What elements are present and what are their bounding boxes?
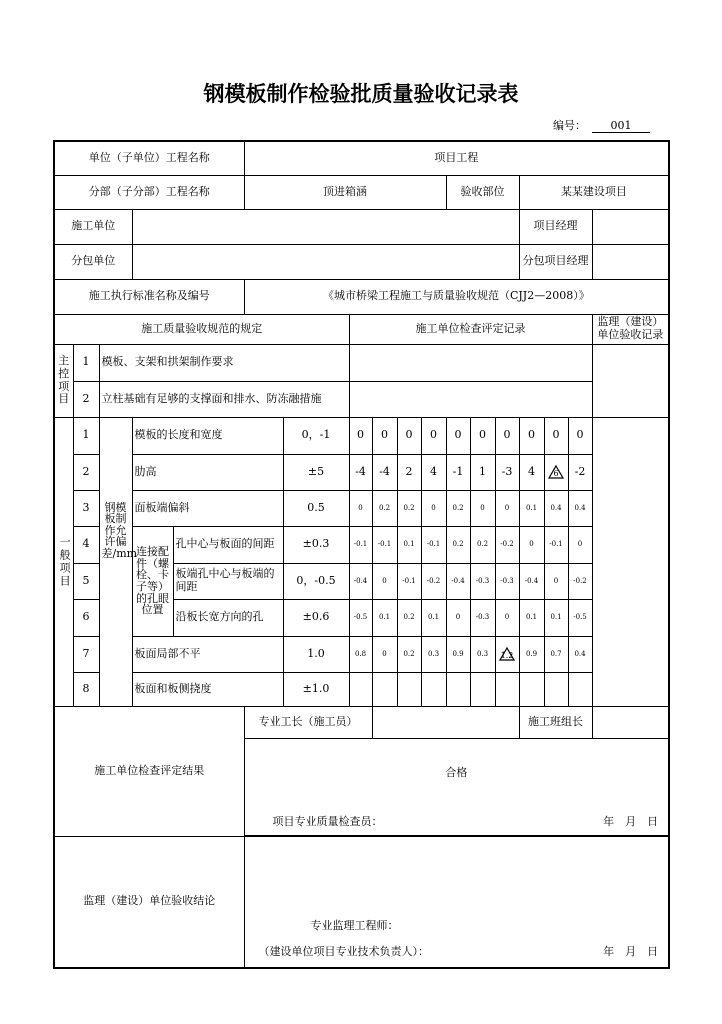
owner-label: （建设单位项目专业技术负责人）： — [258, 945, 430, 959]
measurement-cell[interactable]: 0 — [349, 417, 372, 454]
measurement-cell[interactable]: 0 — [421, 417, 446, 454]
measurement-cell[interactable] — [446, 672, 470, 706]
measurement-cell[interactable]: 0.2 — [470, 526, 495, 563]
foreman-value[interactable] — [372, 706, 519, 738]
number-value: 001 — [592, 119, 650, 133]
measurement-cell[interactable]: 0.1 — [372, 599, 397, 636]
sub-pm-label: 分包项目经理 — [519, 244, 592, 279]
measurement-cell[interactable]: 0 — [495, 599, 519, 636]
team-leader-label: 施工班组长 — [519, 706, 592, 738]
item-no: 5 — [73, 563, 99, 599]
result-date: 年 月 日 — [603, 815, 659, 829]
measurement-cell[interactable]: -4 — [372, 454, 397, 490]
main-control-label: 主控项目 — [54, 344, 73, 417]
supervision-date: 年 月 日 — [603, 945, 659, 959]
measurement-cell[interactable]: 0 — [349, 490, 372, 526]
measurement-cell[interactable]: 0 — [446, 417, 470, 454]
measurement-cell[interactable]: -4 — [349, 454, 372, 490]
measurement-cell[interactable]: -1 — [446, 454, 470, 490]
measurement-cell[interactable]: 0 — [397, 417, 421, 454]
measurement-cell[interactable]: -0.5 — [568, 599, 592, 636]
measurement-cell[interactable]: -3 — [495, 454, 519, 490]
measurement-cell[interactable]: 0.3 — [421, 636, 446, 672]
measurement-cell[interactable] — [372, 672, 397, 706]
item-no: 6 — [73, 599, 99, 636]
inspector-label: 项目专业质量检查员： — [272, 815, 383, 829]
measurement-cell[interactable]: 0.1 — [519, 490, 544, 526]
standard-value: 《城市桥梁工程施工与质量验收规范（CJJ2—2008）》 — [244, 279, 669, 314]
measurement-cell[interactable]: 0.4 — [544, 490, 568, 526]
tolerance: ±5 — [283, 454, 349, 490]
measurement-cell[interactable]: 0 — [470, 417, 495, 454]
spec-header: 施工质量验收规范的规定 — [54, 314, 349, 344]
general-label: 一般项目 — [54, 417, 73, 706]
item-text: 孔中心与板面的间距 — [173, 526, 283, 563]
measurement-cell[interactable]: 0.2 — [397, 599, 421, 636]
measurement-cell[interactable]: -0.1 — [397, 563, 421, 599]
measurement-cell[interactable] — [349, 672, 372, 706]
measurement-cell[interactable]: -0.1 — [349, 526, 372, 563]
measurement-cell[interactable]: 0 — [495, 417, 519, 454]
item-text: 模板的长度和宽度 — [132, 417, 283, 454]
item-text: 肋高 — [132, 454, 283, 490]
measurement-cell[interactable]: 0 — [372, 636, 397, 672]
measurement-cell[interactable]: 0.1 — [519, 599, 544, 636]
page-title: 钢模板制作检验批质量验收记录表 — [203, 82, 519, 106]
sub-label: 分部（子分部）工程名称 — [54, 175, 244, 209]
measurement-cell[interactable]: -0.3 — [470, 563, 495, 599]
measurement-cell[interactable]: 0.2 — [446, 490, 470, 526]
measurement-cell[interactable]: 0 — [544, 417, 568, 454]
item-no: 3 — [73, 490, 99, 526]
measurement-cell[interactable]: -0.4 — [519, 563, 544, 599]
measurement-cell[interactable]: 0.4 — [568, 636, 592, 672]
standard-label: 施工执行标准名称及编号 — [54, 279, 244, 314]
tolerance: 0，-1 — [283, 417, 349, 454]
measurement-cell[interactable]: 0 — [519, 417, 544, 454]
sub-group-label: 连接配件（螺栓、卡子等）的孔眼位置 — [132, 526, 173, 636]
measurement-cell[interactable]: -0.1 — [544, 526, 568, 563]
measurement-cell[interactable]: 2 — [397, 454, 421, 490]
general-item-row — [54, 636, 669, 672]
contractor-value[interactable] — [132, 209, 519, 244]
verdict: 合格 — [445, 765, 468, 779]
measurement-cell[interactable]: -0.2 — [421, 563, 446, 599]
measurement-cell[interactable] — [470, 672, 495, 706]
measurement-cell[interactable] — [397, 672, 421, 706]
sub-pm-value[interactable] — [592, 244, 669, 279]
measurement-cell[interactable]: 0 — [372, 563, 397, 599]
tolerance: ±0.3 — [283, 526, 349, 563]
record-header: 施工单位检查评定记录 — [349, 314, 592, 344]
measurement-cell[interactable]: -0.5 — [349, 599, 372, 636]
supervisor-header: 监理（建设）单位验收记录 — [592, 314, 669, 344]
team-leader-value[interactable] — [592, 706, 669, 738]
part-label: 验收部位 — [446, 175, 519, 209]
measurement-cell[interactable] — [421, 672, 446, 706]
number-label: 编号： — [553, 119, 586, 132]
measurement-cell-flagged[interactable] — [495, 636, 519, 672]
measurement-cell[interactable]: 0 — [568, 526, 592, 563]
item-no: 2 — [73, 454, 99, 490]
measurement-cell[interactable]: -0.2 — [568, 563, 592, 599]
measurement-cell[interactable]: -0.4 — [349, 563, 372, 599]
measurement-cell[interactable]: 0 — [446, 599, 470, 636]
supervisor-cell[interactable] — [592, 344, 669, 417]
part-value: 某某建设项目 — [519, 175, 669, 209]
general-item-row — [54, 526, 669, 563]
group-label: 钢模板制作允许偏差/mm — [99, 417, 132, 706]
measurement-cell[interactable]: 0.2 — [397, 636, 421, 672]
supervision-label: 监理（建设）单位验收结论 — [54, 836, 244, 968]
measurement-cell[interactable]: 0.3 — [470, 636, 495, 672]
engineer-label: 专业监理工程师： — [310, 919, 399, 933]
measurement-cell[interactable]: -0.1 — [421, 526, 446, 563]
measurement-cell[interactable] — [568, 672, 592, 706]
record-cell[interactable] — [349, 344, 592, 381]
measurement-cell[interactable]: 1 — [470, 454, 495, 490]
warning-triangle-icon: 6 — [548, 465, 564, 479]
measurement-cell[interactable]: -0.3 — [470, 599, 495, 636]
pm-label: 项目经理 — [519, 209, 592, 244]
result-label: 施工单位检查评定结果 — [54, 706, 244, 836]
general-item-row — [54, 672, 669, 706]
tolerance: 0.5 — [283, 490, 349, 526]
item-text: 板端孔中心与板端的间距 — [173, 563, 283, 599]
measurement-cell[interactable]: 0.9 — [446, 636, 470, 672]
pm-value[interactable] — [592, 209, 669, 244]
measurement-cell[interactable]: 0 — [372, 417, 397, 454]
measurement-cell[interactable]: 0.1 — [421, 599, 446, 636]
measurement-cell[interactable]: 0.2 — [372, 490, 397, 526]
measurement-cell[interactable]: 0 — [519, 526, 544, 563]
measurement-cell[interactable]: -2 — [568, 454, 592, 490]
item-no: 1 — [73, 417, 99, 454]
item-no: 7 — [73, 636, 99, 672]
subcontractor-value[interactable] — [132, 244, 519, 279]
sub-value: 顶进箱涵 — [244, 175, 446, 209]
measurement-cell[interactable]: 0.8 — [349, 636, 372, 672]
general-item-row — [54, 417, 669, 454]
measurement-cell[interactable] — [495, 672, 519, 706]
measurement-cell[interactable]: 0.2 — [446, 526, 470, 563]
tolerance: ±0.6 — [283, 599, 349, 636]
general-item-row — [54, 454, 669, 490]
measurement-cell[interactable]: -0.4 — [446, 563, 470, 599]
unit-label: 单位（子单位）工程名称 — [54, 141, 244, 175]
measurement-cell-flagged[interactable] — [544, 454, 568, 490]
tolerance: ±1.0 — [283, 672, 349, 706]
item-text: 面板端偏斜 — [132, 490, 283, 526]
measurement-cell[interactable]: 0.4 — [568, 490, 592, 526]
measurement-cell[interactable]: 0 — [421, 490, 446, 526]
measurement-cell[interactable] — [544, 672, 568, 706]
measurement-cell[interactable] — [519, 672, 544, 706]
measurement-cell[interactable]: 0.1 — [397, 526, 421, 563]
measurement-cell[interactable]: 0 — [568, 417, 592, 454]
measurement-cell[interactable]: 0.7 — [544, 636, 568, 672]
general-item-row — [54, 490, 669, 526]
measurement-cell[interactable]: -0.3 — [495, 563, 519, 599]
item-no: 4 — [73, 526, 99, 563]
tolerance: 0，-0.5 — [283, 563, 349, 599]
foreman-label: 专业工长（施工员） — [244, 706, 372, 738]
measurement-cell[interactable]: -0.1 — [372, 526, 397, 563]
item-text: 板面局部不平 — [132, 636, 283, 672]
contractor-label: 施工单位 — [54, 209, 132, 244]
measurement-cell[interactable]: 0 — [495, 490, 519, 526]
item-no: 1 — [73, 344, 99, 381]
tolerance: 1.0 — [283, 636, 349, 672]
item-text: 立柱基础有足够的支撑面和排水、防冻融措施 — [99, 381, 349, 417]
item-text: 板面和板侧挠度 — [132, 672, 283, 706]
measurement-cell[interactable]: 0 — [470, 490, 495, 526]
measurement-cell[interactable]: 4 — [519, 454, 544, 490]
warning-triangle-icon: 1.2 — [499, 647, 515, 661]
item-text: 模板、支架和拱架制作要求 — [99, 344, 349, 381]
measurement-cell[interactable]: -0.2 — [495, 526, 519, 563]
item-no: 2 — [73, 381, 99, 417]
record-cell[interactable] — [349, 381, 592, 417]
form-number — [553, 117, 650, 133]
subcontractor-label: 分包单位 — [54, 244, 132, 279]
measurement-cell[interactable]: 0 — [544, 563, 568, 599]
inspection-form — [53, 140, 670, 969]
measurement-cell[interactable]: 0.2 — [397, 490, 421, 526]
measurement-cell[interactable]: 4 — [421, 454, 446, 490]
measurement-cell[interactable]: 0.1 — [544, 599, 568, 636]
measurement-cell[interactable]: 0.9 — [519, 636, 544, 672]
unit-value: 项目工程 — [244, 141, 669, 175]
item-text: 沿板长宽方向的孔 — [173, 599, 283, 636]
item-no: 8 — [73, 672, 99, 706]
